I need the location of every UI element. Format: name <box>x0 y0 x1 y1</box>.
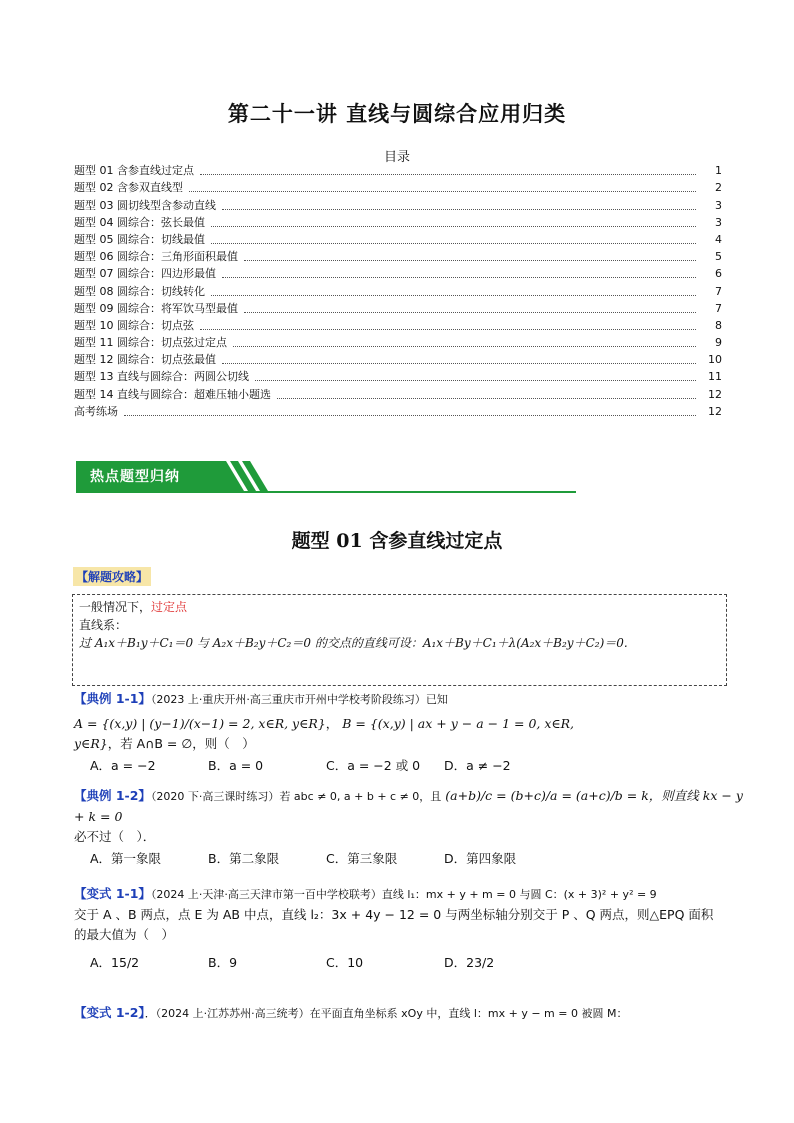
option-c[interactable]: C．10 <box>326 955 364 970</box>
variant-1-2: 【变式 1-2】．（2024 上·江苏苏州·高三统考）在平面直角坐标系 xOy 中，直线 l：mx + y − m = 0 被圆 M： <box>74 1005 628 1020</box>
option-a[interactable]: A．15/2 <box>90 955 140 970</box>
set-a: A = {(x,y) | (y−1)/(x−1) = 2, x∈R, y∈R} <box>74 716 326 731</box>
options <box>74 756 754 776</box>
toc-heading: 目录 <box>383 150 410 165</box>
options <box>74 849 754 869</box>
banner-label: 热点题型归纳 <box>90 469 180 485</box>
question-tag: 【典例 1-1】 <box>74 691 151 706</box>
toc-item[interactable]: 题型 04 圆综合：弦长最值 3 <box>74 215 722 229</box>
toc-item[interactable]: 题型 08 圆综合：切线转化 7 <box>74 284 722 298</box>
toc-item[interactable]: 题型 05 圆综合：切线最值 4 <box>74 232 722 246</box>
option-a[interactable]: A．第一象限 <box>90 851 162 866</box>
toc-item[interactable]: 题型 02 含参双直线型 2 <box>74 181 722 195</box>
option-c[interactable]: C．a = −2 或 0 <box>326 758 421 773</box>
toc-item[interactable]: 高考练场 12 <box>74 404 722 418</box>
question-tag: 【变式 1-1】 <box>74 886 151 901</box>
option-d[interactable]: D．第四象限 <box>444 851 517 866</box>
strategy-formula: 过 A₁x＋B₁y＋C₁＝0 与 A₂x＋B₂y＋C₂＝0 的交点的直线可设：A₁x＋By＋C₁＋λ(A₂x＋B₂y＋C₂)＝0. <box>79 636 628 650</box>
option-b[interactable]: B．第二象限 <box>208 851 280 866</box>
option-a[interactable]: A．a = −2 <box>90 758 156 773</box>
ratio-equation: (a+b)/c = (b+c)/a = (a+c)/b = k，则直线 kx − y + k = 0 <box>74 788 743 824</box>
option-b[interactable]: B．9 <box>208 955 238 970</box>
option-c[interactable]: C．第三象限 <box>326 851 398 866</box>
options <box>74 953 754 973</box>
strategy-tag: 【解题攻略】 <box>73 567 151 586</box>
toc-item[interactable]: 题型 10 圆综合：切点弦 8 <box>74 318 722 332</box>
option-b[interactable]: B．a = 0 <box>208 758 264 773</box>
section-title: 题型 01 含参直线过定点 <box>291 530 503 552</box>
table-of-contents <box>74 162 722 420</box>
variant-1-1: 【变式 1-1】（2024 上·天津·高三天津市第一百中学校联考）直线 l₁：mx + y + m = 0 与圆 C：(x + 3)² + y² = 9 交于 A 、B 两点，点 E 为 AB 中点，直线 l₂：3x + 4y − 12 = 0 与两坐标轴分别交于 P 、Q 两点，则△EPQ 面积 的最大值为（ ） A．15/2 B．9 C．10 D．23/2 <box>74 884 754 973</box>
strategy-line-2: 直线系： <box>79 618 128 632</box>
toc-item[interactable]: 题型 07 圆综合：四边形最值 6 <box>74 267 722 281</box>
option-d[interactable]: D．23/2 <box>444 955 495 970</box>
toc-item[interactable]: 题型 06 圆综合：三角形面积最值 5 <box>74 250 722 264</box>
toc-item[interactable]: 题型 09 圆综合：将军饮马型最值 7 <box>74 301 722 315</box>
page-title: 第二十一讲 直线与圆综合应用归类 <box>227 102 567 126</box>
toc-item[interactable]: 题型 03 圆切线型含参动直线 3 <box>74 198 722 212</box>
toc-item[interactable]: 题型 14 直线与圆综合：超难压轴小题选 12 <box>74 387 722 401</box>
toc-item[interactable]: 题型 13 直线与圆综合：两圆公切线 11 <box>74 370 722 384</box>
option-d[interactable]: D．a ≠ −2 <box>444 758 511 773</box>
toc-item[interactable]: 题型 11 圆综合：切点弦过定点 9 <box>74 336 722 350</box>
set-b: B = {(x,y) | ax + y − a − 1 = 0, x∈R, y∈R} <box>74 716 575 751</box>
section-banner <box>76 459 576 495</box>
question-1-1: 【典例 1-1】（2023 上·重庆开州·高三重庆市开州中学校考阶段练习）已知 A = {(x,y) | (y−1)/(x−1) = 2, x∈R, y∈R}， B = {(x,y) | ax + y − a − 1 = 0, x∈R, y∈R}，若 A∩B = ∅，则（ ） A．a = −2 B．a = 0 C．a = −2 或 0 D．a ≠ −2 <box>74 689 754 776</box>
question-tag: 【变式 1-2】 <box>74 1005 145 1020</box>
question-tag: 【典例 1-2】 <box>74 788 151 803</box>
question-1-2: 【典例 1-2】（2020 下·高三课时练习）若 abc ≠ 0, a + b + c ≠ 0，且 (a+b)/c = (b+c)/a = (a+c)/b = k，则直线 kx − y + k = 0 必不过（ ）． A．第一象限 B．第二象限 C．第三象限 D．第四象限 <box>74 786 754 869</box>
toc-item[interactable]: 题型 01 含参直线过定点 1 <box>74 164 722 178</box>
toc-item[interactable]: 题型 12 圆综合：切点弦最值 10 <box>74 353 722 367</box>
strategy-box <box>72 594 727 686</box>
strategy-line-1: 一般情况下，过定点 <box>79 600 188 614</box>
highlight-text: 过定点 <box>151 600 188 614</box>
